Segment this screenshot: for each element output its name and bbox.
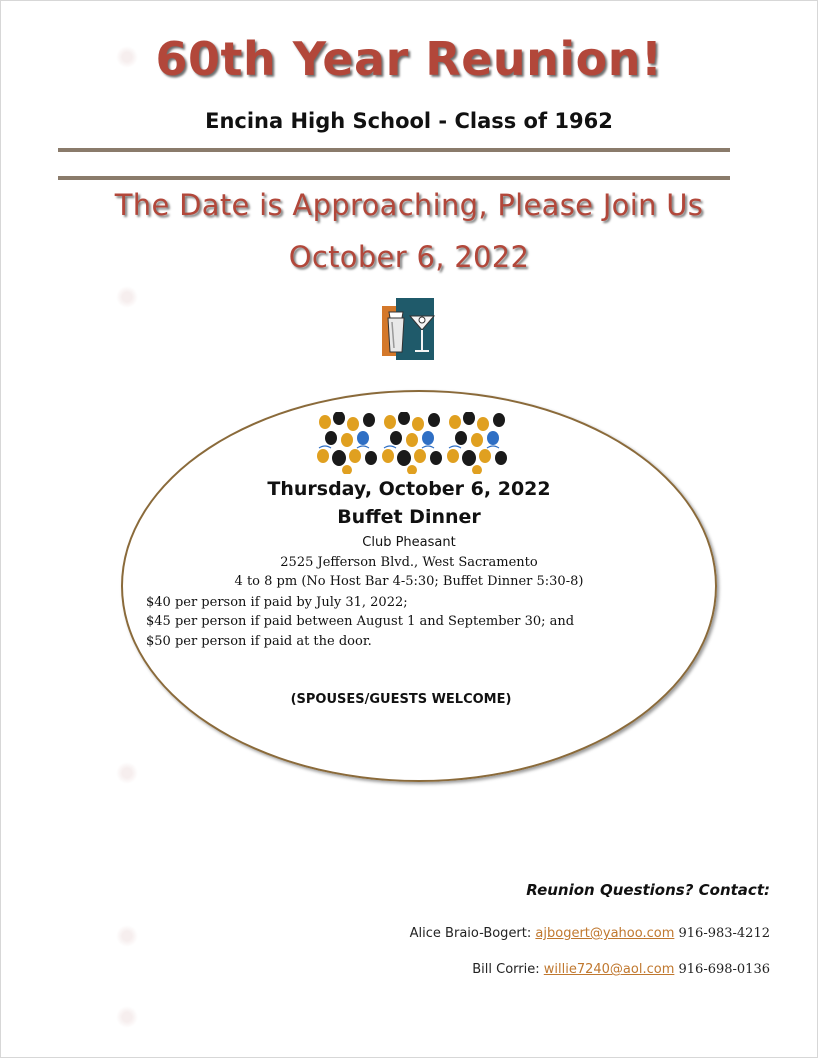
contact-email-link[interactable]: willie7240@aol.com [543,962,675,977]
contact-name: Alice Braio-Bogert: [409,926,532,941]
event-time: 4 to 8 pm (No Host Bar 4-5:30; Buffet Dinner 5:30-8) [234,574,584,589]
contact-heading: Reunion Questions? Contact: [526,881,770,899]
contact-row [472,962,770,977]
price-regular: $45 per person if paid between August 1 and September 30; and [146,614,575,629]
watermark-dot [116,762,138,784]
divider-top [58,148,730,152]
contact-phone: 916-983-4212 [678,926,770,941]
event-type: Buffet Dinner [337,506,481,528]
cocktail-icon [382,298,440,362]
watermark-dot [116,925,138,947]
announcement-line: The Date is Approaching, Please Join Us [114,188,704,222]
balloons-image [317,412,377,474]
contact-phone: 916-698-0136 [678,962,770,977]
page-title: 60th Year Reunion! [155,32,663,86]
balloons-image [447,412,507,474]
contact-email-link[interactable]: ajbogert@yahoo.com [535,926,675,941]
event-address: 2525 Jefferson Blvd., West Sacramento [280,555,538,570]
price-door: $50 per person if paid at the door. [146,634,372,649]
guests-welcome-note: (SPOUSES/GUESTS WELCOME) [290,692,512,707]
contact-name: Bill Corrie: [472,962,540,977]
announcement-date: October 6, 2022 [288,240,530,274]
price-early: $40 per person if paid by July 31, 2022; [146,595,408,610]
divider-bottom [58,176,730,180]
contact-row [410,926,770,941]
watermark-dot [116,286,138,308]
balloons-image [382,412,442,474]
event-venue: Club Pheasant [362,535,456,550]
watermark-dot [116,1006,138,1028]
event-date: Thursday, October 6, 2022 [267,478,551,500]
school-subtitle: Encina High School - Class of 1962 [205,109,613,133]
